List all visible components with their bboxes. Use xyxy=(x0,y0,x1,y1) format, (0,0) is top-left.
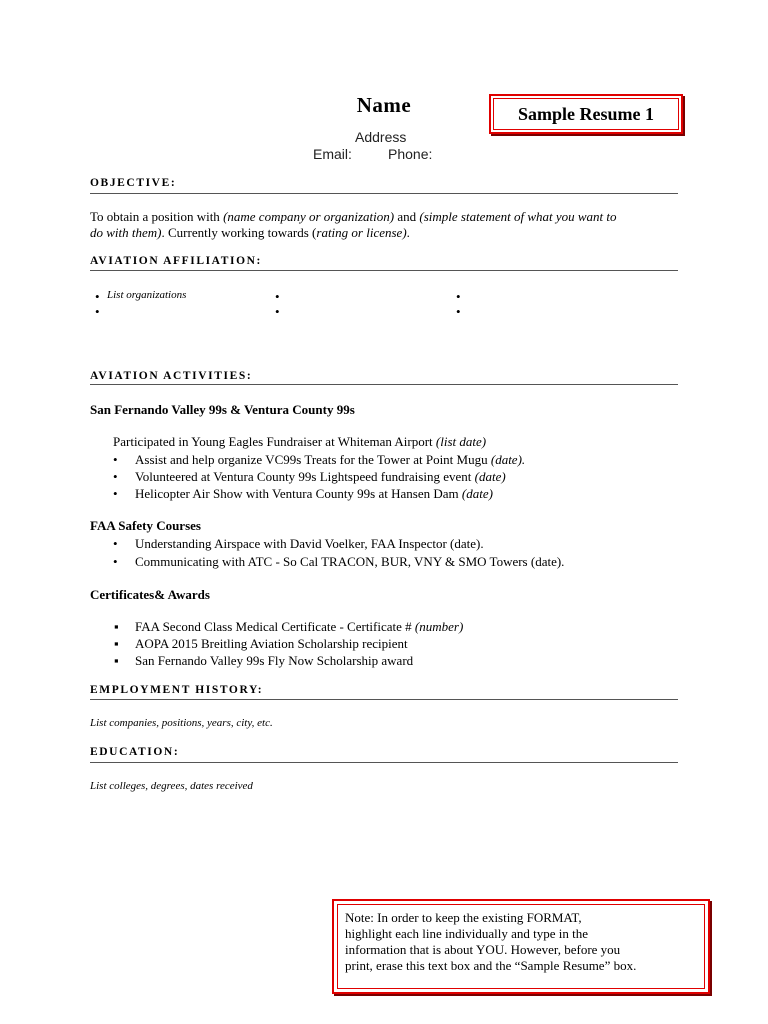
list-item-text: FAA Second Class Medical Certificate - Certificate # xyxy=(135,619,415,634)
note-box xyxy=(332,899,710,994)
affiliation-bullet: • xyxy=(95,304,100,319)
activities-group1-intro xyxy=(113,434,486,450)
objective-rule xyxy=(90,193,678,194)
resume-name: Name xyxy=(356,93,412,117)
list-bullet: • xyxy=(113,469,118,484)
employment-heading: EMPLOYMENT HISTORY: xyxy=(90,684,264,696)
note-text xyxy=(345,910,697,974)
employment-rule xyxy=(90,699,678,700)
note-line: print, erase this text box and the “Sample Resume” box. xyxy=(345,958,637,973)
affiliation-rule xyxy=(90,270,678,271)
address-line: Address xyxy=(355,129,407,145)
activities-group1-title: San Fernando Valley 99s & Ventura County 99s xyxy=(90,402,355,417)
phone-label: Phone: xyxy=(388,146,433,162)
affiliation-bullet: • xyxy=(456,304,461,319)
list-item xyxy=(135,619,463,635)
activities-heading: AVIATION ACTIVITIES: xyxy=(90,370,253,382)
note-line: information that is about YOU. However, before you xyxy=(345,942,621,957)
list-item xyxy=(135,486,493,502)
activities-rule xyxy=(90,384,678,385)
note-line: Note: In order to keep the existing FORMAT, xyxy=(345,910,582,925)
activities-group3-title: Certificates& Awards xyxy=(90,587,210,602)
list-bullet: • xyxy=(113,536,118,551)
education-text: List colleges, degrees, dates received xyxy=(90,780,253,792)
list-item xyxy=(135,452,525,468)
affiliation-item: List organizations xyxy=(107,289,187,301)
list-item-note: (date) xyxy=(461,486,493,501)
list-item: Communicating with ATC - So Cal TRACON, BUR, VNY & SMO Towers (date). xyxy=(135,554,565,569)
affiliation-bullet: • xyxy=(456,289,461,304)
education-rule xyxy=(90,762,678,763)
sample-resume-box xyxy=(489,94,683,134)
objective-heading: OBJECTIVE: xyxy=(90,177,177,189)
objective-text-4: (simple statement of what you want to xyxy=(419,209,617,224)
objective-text-1: To obtain a position with xyxy=(90,209,224,224)
objective-text-8: . xyxy=(406,225,410,240)
affiliation-bullet: • xyxy=(95,289,100,304)
list-item-text: Volunteered at Ventura County 99s Lightspeed fundraising event xyxy=(135,469,475,484)
list-item: San Fernando Valley 99s Fly Now Scholarship award xyxy=(135,653,414,668)
list-bullet: • xyxy=(113,554,118,569)
list-item-note: (number) xyxy=(414,619,464,634)
affiliation-bullet: • xyxy=(275,289,280,304)
objective-text-5: do with them) xyxy=(90,225,162,240)
list-bullet-square: ▪ xyxy=(114,653,119,668)
employment-text: List companies, positions, years, city, etc. xyxy=(90,717,273,729)
note-line: highlight each line individually and type in the xyxy=(345,926,588,941)
list-bullet: • xyxy=(113,452,118,467)
activities-group2-title: FAA Safety Courses xyxy=(90,518,201,533)
objective-text-7: rating or license) xyxy=(316,225,407,240)
list-item xyxy=(135,469,506,485)
objective-text xyxy=(90,209,690,241)
list-bullet-square: ▪ xyxy=(114,636,119,651)
objective-text-2: (name company or organization) xyxy=(223,209,395,224)
list-item: AOPA 2015 Breitling Aviation Scholarship recipient xyxy=(135,636,408,651)
objective-text-3: and xyxy=(394,209,420,224)
list-item: Understanding Airspace with David Voelker, FAA Inspector (date). xyxy=(135,536,484,551)
list-item-note: (date) xyxy=(474,469,506,484)
objective-text-6: . Currently working towards ( xyxy=(161,225,317,240)
list-bullet: • xyxy=(113,486,118,501)
list-bullet-square: ▪ xyxy=(114,619,119,634)
affiliation-heading: AVIATION AFFILIATION: xyxy=(90,255,262,267)
list-item-text: Helicopter Air Show with Ventura County 99s at Hansen Dam xyxy=(135,486,462,501)
affiliation-bullet: • xyxy=(275,304,280,319)
list-item-text: Assist and help organize VC99s Treats for the Tower at Point Mugu xyxy=(135,452,491,467)
activities-group1-intro-text: Participated in Young Eagles Fundraiser at Whiteman Airport xyxy=(113,434,436,449)
sample-resume-label: Sample Resume 1 xyxy=(518,103,654,124)
activities-group1-intro-note: (list date) xyxy=(435,434,487,449)
education-heading: EDUCATION: xyxy=(90,746,180,758)
list-item-note: (date). xyxy=(490,452,526,467)
email-label: Email: xyxy=(313,146,352,162)
